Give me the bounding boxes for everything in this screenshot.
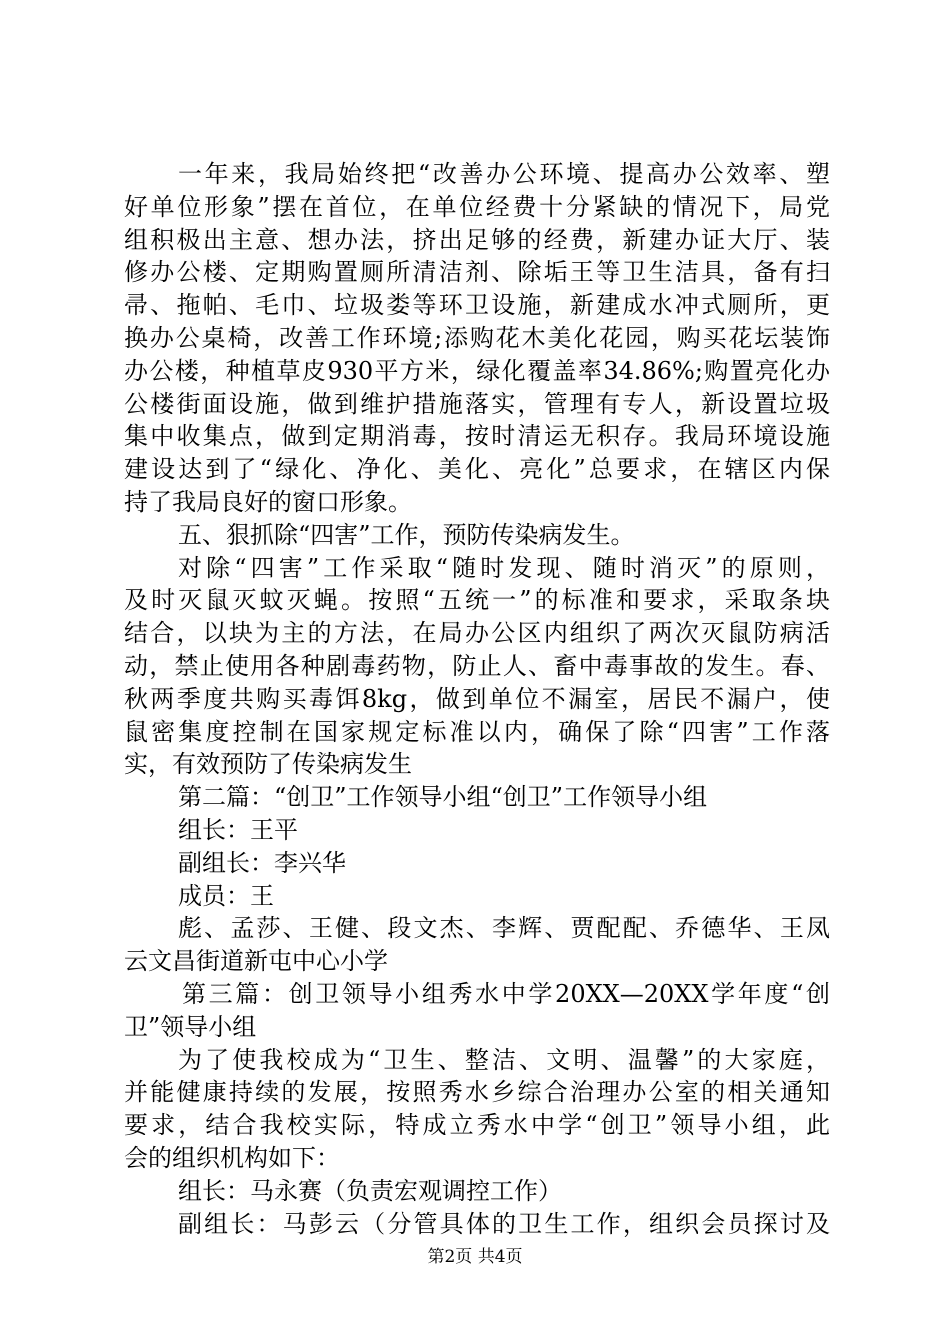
paragraph-line: 秋两季度共购买毒饵8kg，做到单位不漏室，居民不漏户，使: [124, 684, 830, 713]
paragraph-line: 好单位形象”摆在首位，在单位经费十分紧缺的情况下，局党: [124, 192, 830, 221]
member-line: 副组长：李兴华: [178, 848, 346, 877]
paragraph-line: 持了我局良好的窗口形象。: [124, 487, 412, 516]
paragraph-line: 组积极出主意、想办法，挤出足够的经费，新建办证大厅、装: [124, 225, 830, 254]
section-heading: 五、狠抓除“四害”工作，预防传染病发生。: [178, 520, 635, 549]
section-heading: 第三篇：创卫领导小组秀水中学20XX—20XX学年度“创: [182, 979, 830, 1008]
paragraph-line: 云文昌街道新屯中心小学: [124, 947, 388, 976]
paragraph-line: 换办公桌椅，改善工作环境;添购花木美化花园，购买花坛装饰: [124, 323, 830, 352]
paragraph-line: 对除“四害”工作采取“随时发现、随时消灭”的原则，: [178, 553, 830, 582]
paragraph-line: 要求，结合我校实际，特成立秀水中学“创卫”领导小组，此: [124, 1111, 830, 1140]
section-heading: 卫”领导小组: [124, 1012, 257, 1041]
paragraph-line: 并能健康持续的发展，按照秀水乡综合治理办公室的相关通知: [124, 1078, 830, 1107]
member-line: 副组长：马彭云（分管具体的卫生工作，组织会员探讨及: [178, 1209, 830, 1238]
member-line: 成员：王: [178, 881, 274, 910]
paragraph-line: 及时灭鼠灭蚊灭蝇。按照“五统一”的标准和要求，采取条块: [124, 586, 830, 615]
section-heading: 第二篇：“创卫”工作领导小组“创卫”工作领导小组: [178, 783, 708, 812]
paragraph-line: 为了使我校成为“卫生、整洁、文明、温馨”的大家庭，: [178, 1045, 830, 1074]
paragraph-line: 帚、拖帕、毛巾、垃圾娄等环卫设施，新建成水冲式厕所，更: [124, 291, 830, 320]
page-footer: 第2页 共4页: [427, 1247, 523, 1267]
paragraph-line: 结合，以块为主的方法，在局办公区内组织了两次灭鼠防病活: [124, 619, 830, 648]
paragraph-line: 鼠密集度控制在国家规定标准以内，确保了除“四害”工作落: [124, 717, 830, 746]
paragraph-line: 集中收集点，做到定期消毒，按时清运无积存。我局环境设施: [124, 422, 830, 451]
paragraph-line: 实，有效预防了传染病发生: [124, 750, 412, 779]
member-line: 组长：马永赛（负责宏观调控工作）: [178, 1176, 562, 1205]
paragraph-line: 办公楼，种植草皮930平方米，绿化覆盖率34.86%;购置亮化办: [124, 356, 830, 385]
member-line: 组长：王平: [178, 815, 298, 844]
paragraph-line: 修办公楼、定期购置厕所清洁剂、除垢王等卫生洁具，备有扫: [124, 258, 830, 287]
paragraph-line: 会的组织机构如下：: [124, 1143, 340, 1172]
member-line: 彪、孟莎、王健、段文杰、李辉、贾配配、乔德华、王凤: [178, 914, 830, 943]
paragraph-line: 建设达到了“绿化、净化、美化、亮化”总要求，在辖区内保: [124, 455, 830, 484]
paragraph-line: 动，禁止使用各种剧毒药物，防止人、畜中毒事故的发生。春、: [124, 651, 830, 680]
document-body: [124, 158, 830, 1240]
paragraph-line: 一年来，我局始终把“改善办公环境、提高办公效率、塑: [178, 160, 830, 188]
paragraph-line: 公楼街面设施，做到维护措施落实，管理有专人，新设置垃圾: [124, 389, 830, 418]
